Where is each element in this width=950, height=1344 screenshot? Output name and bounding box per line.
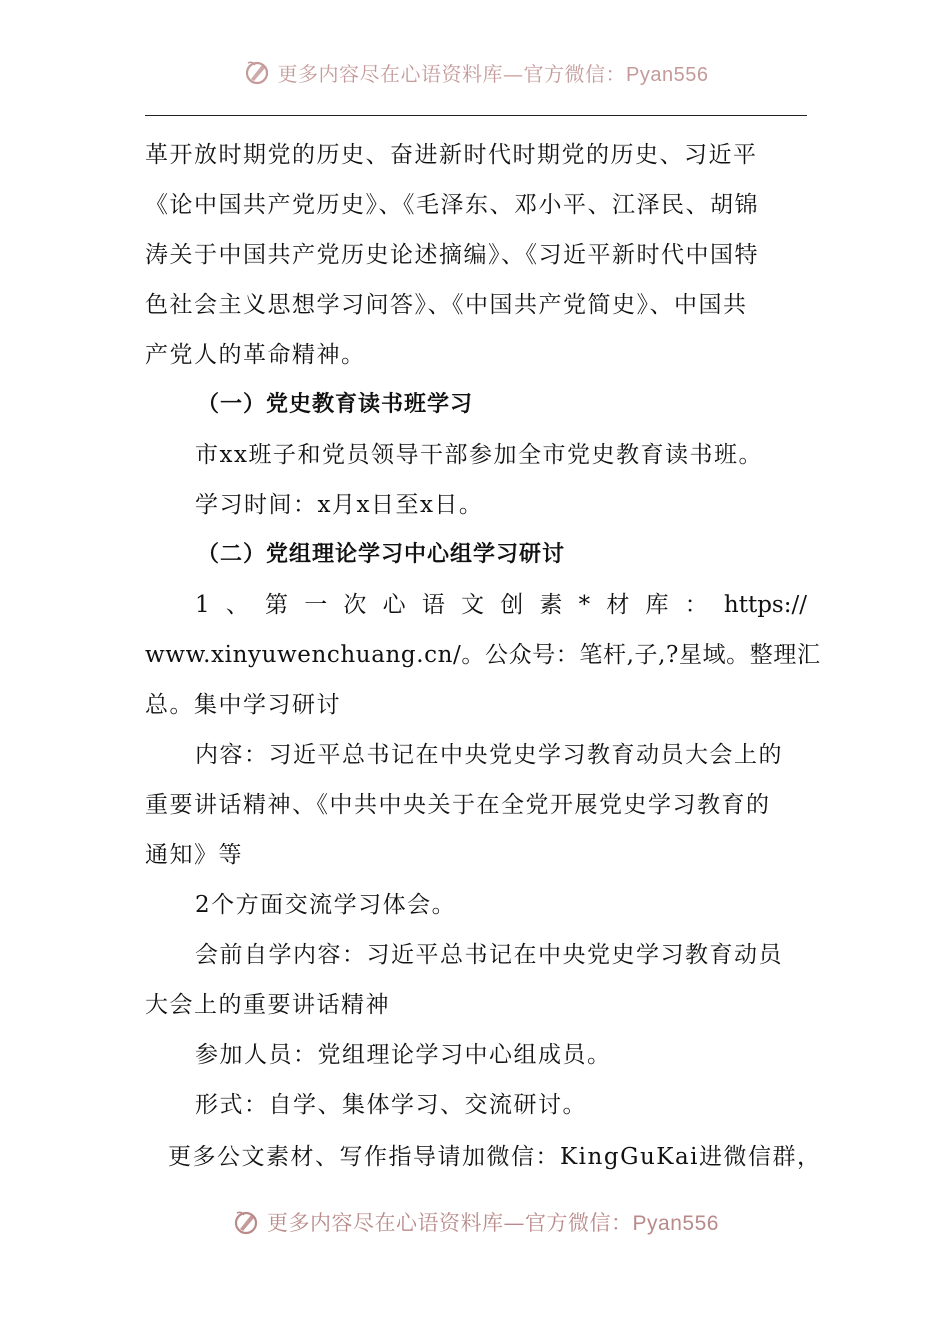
selfstudy-line: 会前自学内容：习近平总书记在中央党史学习教育动员 <box>195 942 783 968</box>
page-header <box>0 52 950 92</box>
list-item-1-line: 1、第一次心语文创素*材库：https:// <box>195 592 807 618</box>
paragraph: 市xx班子和党员领导干部参加全市党史教育读书班。 <box>195 442 763 468</box>
header-divider <box>145 115 807 116</box>
body-line: 涛关于中国共产党历史论述摘编》、《习近平新时代中国特 <box>145 242 759 268</box>
body-line: 《论中国共产党历史》、《毛泽东、邓小平、江泽民、胡锦 <box>145 192 759 218</box>
header-wechat-id: Pyan556 <box>626 63 709 86</box>
list-item-1-line: www.xinyuwenchuang.cn/。公众号：笔杆,子,?星域。整理汇 <box>145 642 821 668</box>
body-line: 色社会主义思想学习问答》、《中国共产党简史》、中国共 <box>145 292 748 318</box>
section-heading-2: （二）党组理论学习中心组学习研讨 <box>197 542 566 567</box>
header-brand-text: 更多内容尽在心语资料库—官方微信：Pyan556 <box>277 61 709 86</box>
content-line: 通知》等 <box>145 842 243 868</box>
page-footer <box>0 1200 950 1244</box>
list-item-1-line: 总。集中学习研讨 <box>145 692 341 718</box>
paragraph: 学习时间：x月x日至x日。 <box>195 492 484 518</box>
format-line: 形式：自学、集体学习、交流研讨。 <box>195 1092 587 1118</box>
selfstudy-line: 大会上的重要讲话精神 <box>145 992 390 1018</box>
body-line: 革开放时期党的历史、奋进新时代时期党的历史、习近平 <box>145 142 758 168</box>
content-line: 内容：习近平总书记在中央党史学习教育动员大会上的 <box>195 742 783 768</box>
promo-note: 更多公文素材、写作指导请加微信：KingGuKai进微信群， <box>168 1144 822 1170</box>
content-line: 重要讲话精神、《中共中央关于在全党开展党史学习教育的 <box>145 792 771 818</box>
paragraph: 2个方面交流学习体会。 <box>195 892 457 918</box>
footer-wechat-id: Pyan556 <box>632 1212 719 1235</box>
participants-line: 参加人员：党组理论学习中心组成员。 <box>195 1042 612 1068</box>
document-body <box>145 130 821 1130</box>
footer-brand-text: 更多内容尽在心语资料库—官方微信：Pyan556 <box>267 1211 719 1235</box>
pen-nib-logo-icon <box>242 57 272 87</box>
body-line: 产党人的革命精神。 <box>145 342 366 368</box>
section-heading-1: （一）党史教育读书班学习 <box>197 392 474 417</box>
pen-nib-logo-icon <box>231 1207 261 1237</box>
